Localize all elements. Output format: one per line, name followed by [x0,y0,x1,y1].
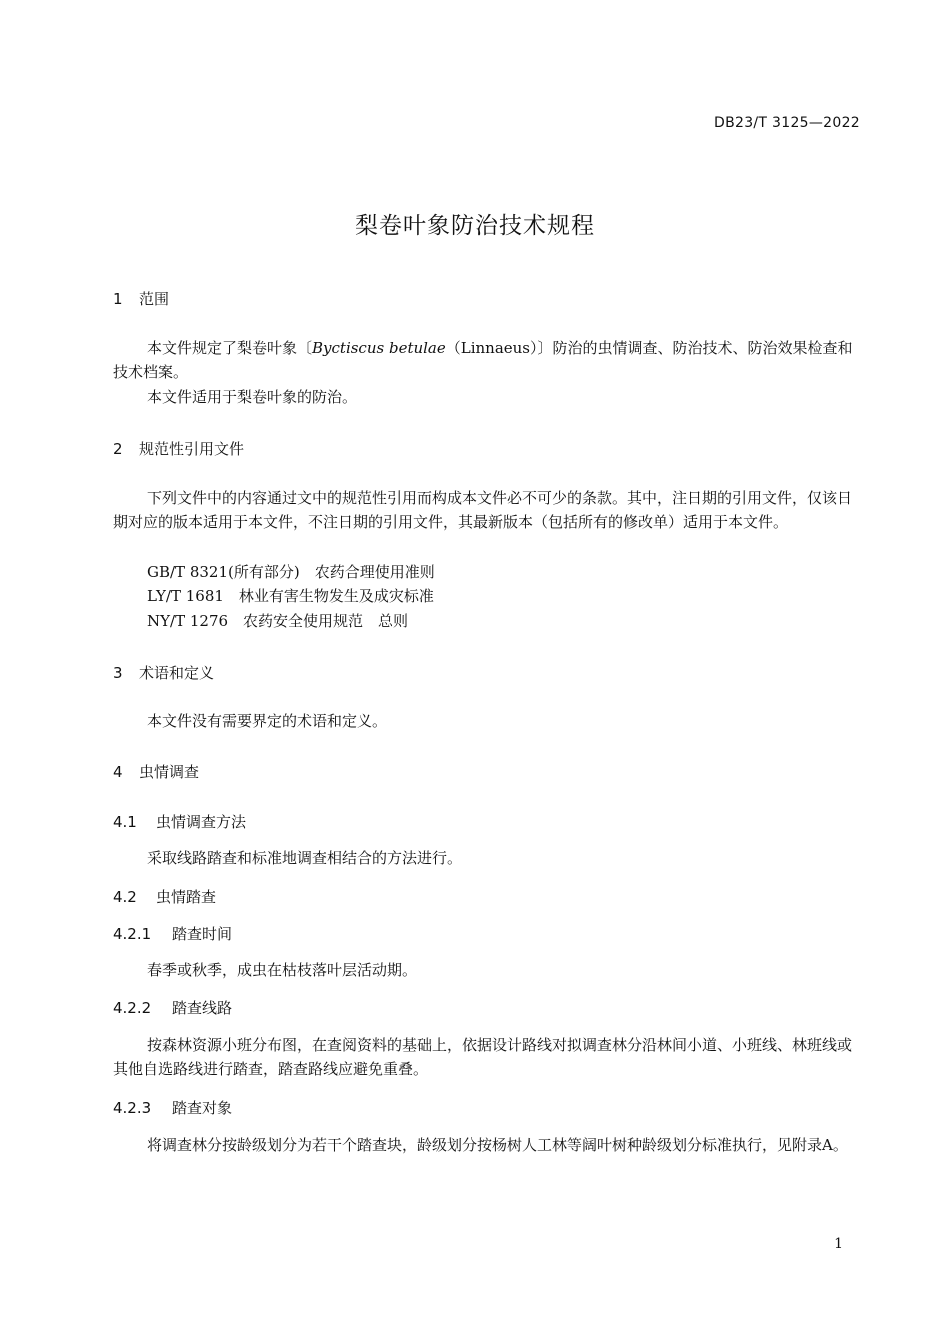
section-3-paragraph-1: 本文件没有需要界定的术语和定义。 [147,712,388,730]
reference-item [147,585,434,606]
section-number: 1 [113,290,123,308]
section-number: 4.2.2 [113,999,152,1017]
section-title: 术语和定义 [139,664,215,682]
section-title: 踏查对象 [172,1099,233,1117]
section-4-2-3-paragraph [113,1133,860,1157]
section-4-heading [113,761,199,782]
section-title: 踏查时间 [172,925,233,943]
section-title: 规范性引用文件 [139,440,245,458]
section-number: 4.2 [113,888,137,906]
page-number: 1 [834,1236,843,1252]
reference-code: GB/T 8321(所有部分) [147,563,300,581]
section-2-paragraph-1 [113,486,860,534]
section-1-paragraph-1 [113,336,860,384]
section-number: 3 [113,664,123,682]
reference-code: LY/T 1681 [147,587,224,605]
section-1-heading [113,288,169,309]
section-title: 虫情调查方法 [156,813,247,831]
document-title: 梨卷叶象防治技术规程 [355,213,595,239]
section-title: 踏查线路 [172,999,233,1017]
section-number: 4.1 [113,813,137,831]
text-run: 按森林资源小班分布图，在查阅资料的基础上，依据设计路线对拟调查林分沿林间小道、小班线、林班线或其他自选路线进行踏查，踏查路线应避免重叠。 [113,1036,853,1078]
section-number: 4.2.1 [113,925,152,943]
section-4-1-paragraph: 采取线路踏查和标准地调查相结合的方法进行。 [147,849,463,867]
section-4-1-heading [113,811,246,832]
section-1-paragraph-2: 本文件适用于梨卷叶象的防治。 [147,388,358,406]
section-number: 2 [113,440,123,458]
section-4-2-3-heading [113,1097,232,1118]
section-3-heading [113,662,214,683]
section-4-2-heading [113,886,216,907]
section-title: 虫情调查 [139,763,200,781]
reference-code: NY/T 1276 [147,612,229,630]
section-title: 范围 [139,290,170,308]
section-4-2-1-paragraph: 春季或秋季，成虫在枯枝落叶层活动期。 [147,961,418,979]
latin-name: Byctiscus betulae [312,339,446,357]
text-run: 下列文件中的内容通过文中的规范性引用而构成本文件必不可少的条款。其中，注日期的引用文件，仅该日期对应的版本适用于本文件，不注日期的引用文件，其最新版本（包括所有的修改单）适用于本文件。 [113,489,853,531]
section-4-2-2-heading [113,997,232,1018]
text-run: 本文件规定了梨卷叶象〔 [147,339,313,357]
text-run: 将调查林分按龄级划分为若干个踏查块，龄级划分按杨树人工林等阔叶树种龄级划分标准执行，见附录A。 [147,1136,848,1154]
text-run: （Linnaeus）〕防治的虫情调查、防治技术、防治效果检查和技术档案。 [113,339,853,381]
section-number: 4 [113,763,123,781]
reference-name: 林业有害生物发生及成灾标准 [238,587,434,605]
reference-item [147,610,408,631]
reference-item [147,561,435,582]
document-id: DB23/T 3125—2022 [714,115,860,131]
section-title: 虫情踏查 [156,888,217,906]
section-4-2-1-heading [113,923,232,944]
section-4-2-2-paragraph [113,1033,860,1081]
section-number: 4.2.3 [113,1099,152,1117]
reference-name: 农药安全使用规范 总则 [243,612,409,630]
section-2-heading [113,438,244,459]
reference-name: 农药合理使用准则 [314,563,435,581]
